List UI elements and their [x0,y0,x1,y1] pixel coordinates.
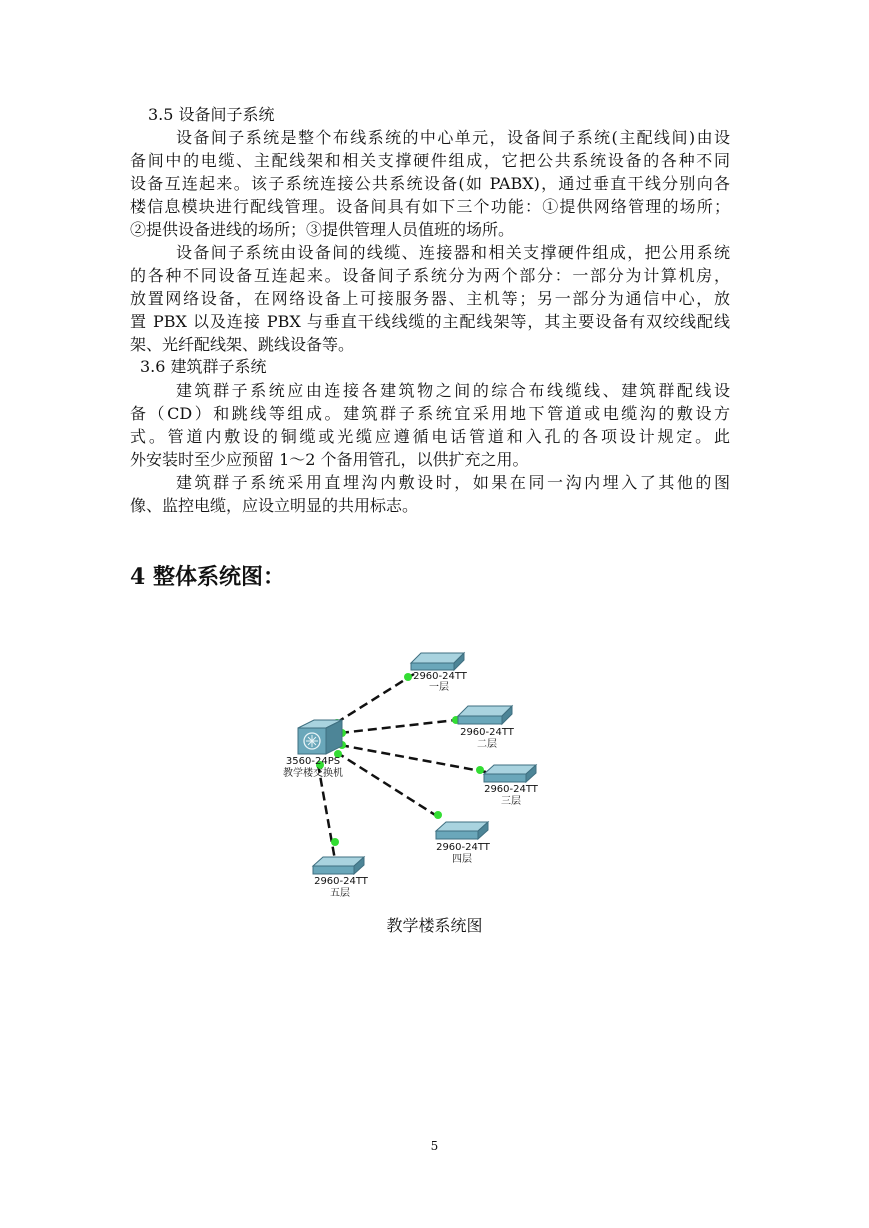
section-4-title: 4 整体系统图： [130,564,285,590]
floor-switch-4-icon [436,822,488,839]
floor-switch-3-icon [484,765,536,782]
paragraph-line: 设备间子系统由设备间的线缆、连接器和相关支撑硬件组成，把公用系统 [176,243,730,262]
paragraph-line: 的各种不同设备互连起来。设备间子系统分为两个部分：一部分为计算机房， [130,266,730,285]
port-dot [476,766,484,774]
paragraph-line: 外安装时至少应预留 1～2 个备用管孔，以供扩充之用。 [130,450,529,469]
floor-switch-5-name: 五层 [330,888,350,899]
port-dot [331,838,339,846]
floor-switch-4-name: 四层 [452,854,472,865]
floor-switch-2-model: 2960-24TT [460,727,514,738]
port-dot [404,673,412,681]
floor-switch-1-model: 2960-24TT [413,671,467,682]
floor-switch-1-name: 一层 [429,682,449,693]
paragraph-line: 架、光纤配线架、跳线设备等。 [130,335,355,354]
floor-switch-3-model: 2960-24TT [484,784,538,795]
floor-switch-4-model: 2960-24TT [436,842,490,853]
link-core-floor1 [336,674,414,723]
port-dot [434,811,442,819]
floor-switch-2-name: 二层 [477,739,497,750]
floor-switch-3-name: 三层 [501,796,521,807]
section-3-5-heading: 3.5 设备间子系统 [148,105,275,124]
floor-switch-5-model: 2960-24TT [314,876,368,887]
paragraph-line: 建筑群子系统采用直埋沟内敷设时，如果在同一沟内埋入了其他的图 [176,473,730,492]
paragraph-line: 式。管道内敷设的铜缆或光缆应遵循电话管道和入孔的各项设计规定。此 [130,427,730,446]
paragraph-line: 备（CD）和跳线等组成。建筑群子系统宜采用地下管道或电缆沟的敷设方 [130,404,730,423]
link-core-floor2 [340,720,456,733]
paragraph-line: 建筑群子系统应由连接各建筑物之间的综合布线缆线、建筑群配线设 [176,381,730,400]
link-core-floor4 [336,752,440,818]
paragraph-line: 备间中的电缆、主配线架和相关支撑硬件组成，它把公共系统设备的各种不同 [130,151,730,170]
paragraph-line: ②提供设备进线的场所；③提供管理人员值班的场所。 [130,220,515,239]
paragraph-line: 像、监控电缆，应设立明显的共用标志。 [130,496,419,515]
core-switch-name: 教学楼交换机 [283,768,343,779]
core-switch-model: 3560-24PS [285,756,341,767]
floor-switch-5-icon [313,857,364,874]
paragraph-line: 放置网络设备，在网络设备上可接服务器、主机等；另一部分为通信中心，放 [130,289,730,308]
paragraph-line: 置 PBX 以及连接 PBX 与垂直干线线缆的主配线架等，其主要设备有双绞线配线 [130,312,730,331]
paragraph-line: 楼信息模块进行配线管理。设备间具有如下三个功能：①提供网络管理的场所； [130,197,730,216]
section-3-6-heading: 3.6 建筑群子系统 [140,357,267,376]
floor-switch-1-icon [411,653,464,670]
figure-caption: 教学楼系统图 [386,916,483,935]
core-switch-icon [298,720,342,754]
page-number: 5 [430,1139,439,1153]
port-indicators [316,673,484,846]
paragraph-line: 设备互连起来。该子系统连接公共系统设备(如 PABX)，通过垂直干线分别向各 [130,174,730,193]
floor-switch-2-icon [458,706,512,724]
paragraph-line: 设备间子系统是整个布线系统的中心单元，设备间子系统(主配线间)由设 [176,128,730,147]
